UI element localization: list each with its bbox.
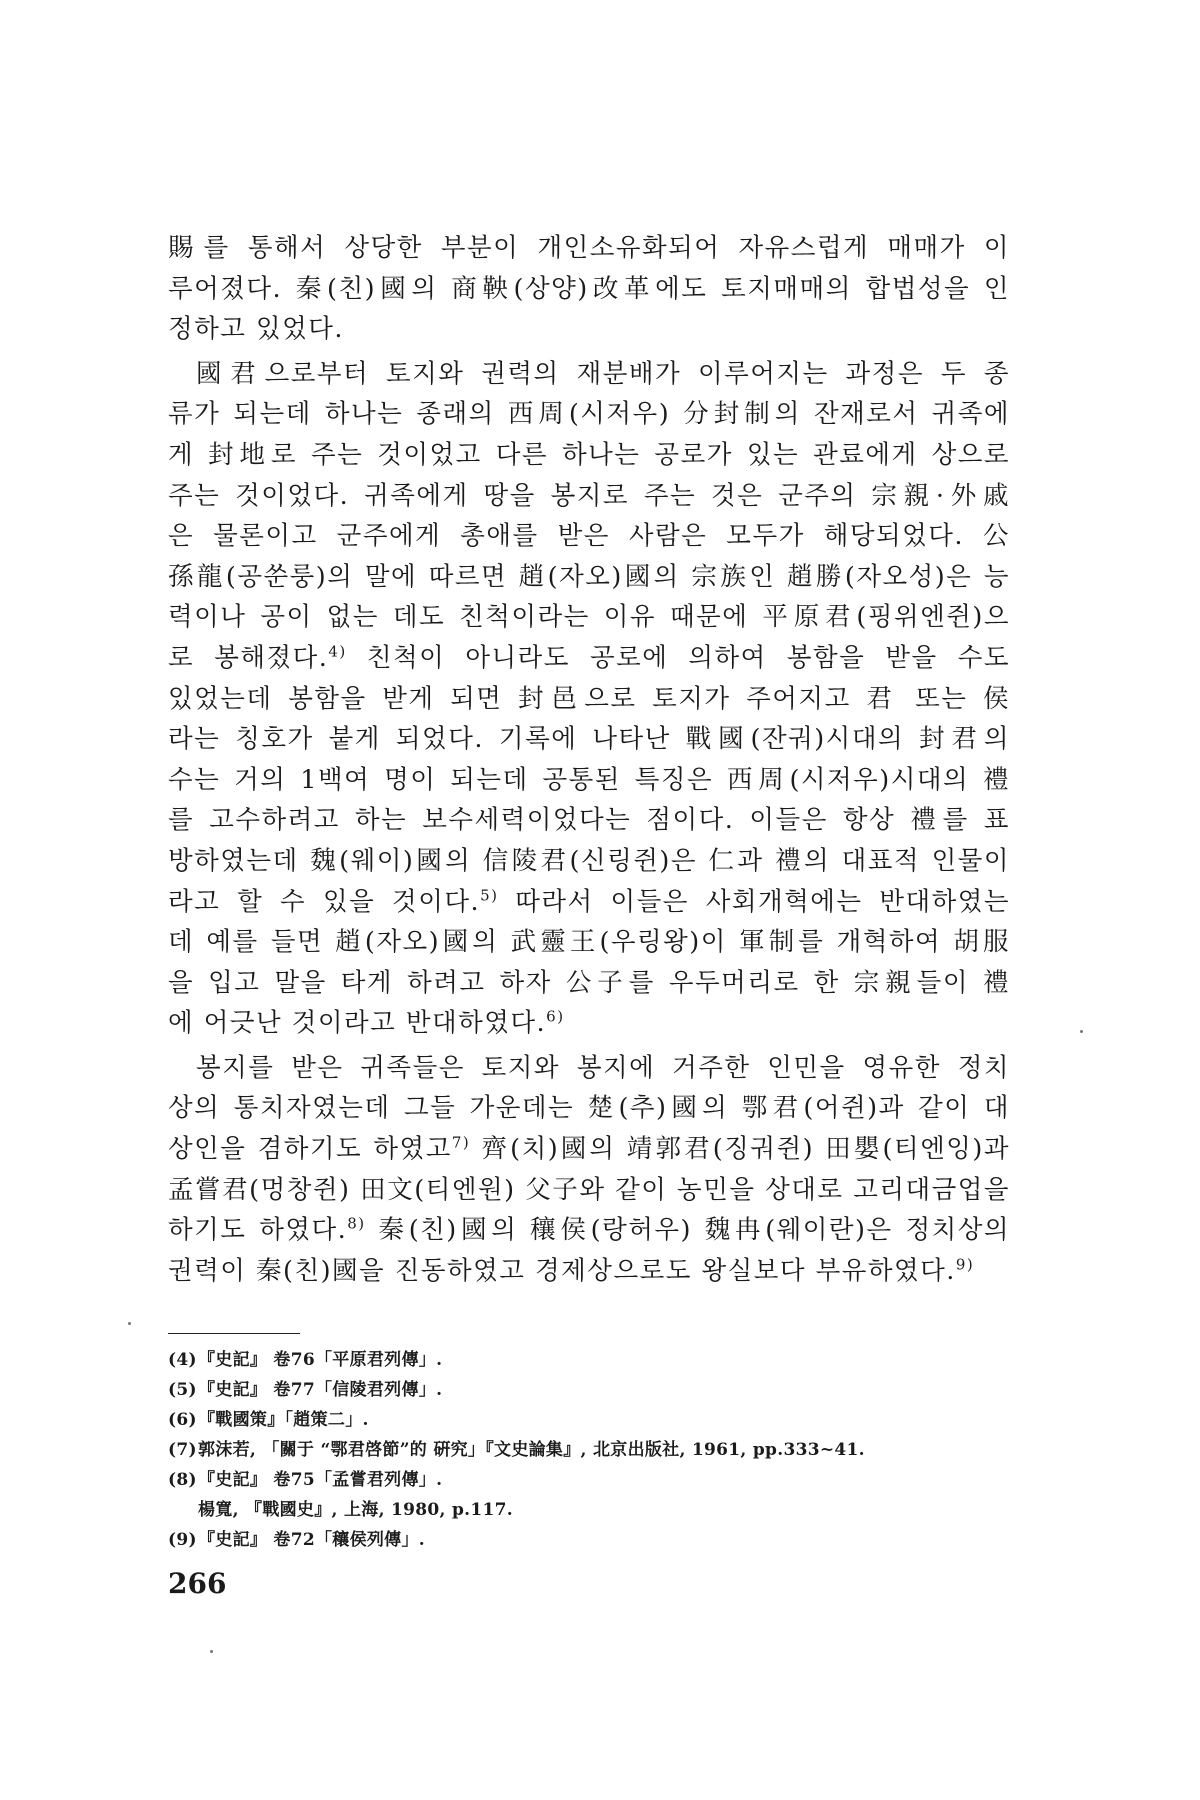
line-text: 수는 거의 1백여 명이 되는데 공통된 특징은 西周(시저우)시대의 禮 (168, 764, 1010, 795)
footnotes (168, 1345, 1028, 1555)
footnote (168, 1375, 1028, 1405)
footnote (168, 1495, 1028, 1525)
text-line (168, 476, 1010, 517)
footnote-ref[interactable]: 6) (546, 1007, 565, 1026)
footnote-text: 『史記』 卷72「穰侯列傳」. (198, 1530, 425, 1550)
text-line (168, 638, 1010, 679)
footnote-number: (6) (168, 1410, 197, 1430)
line-text: 賜를 통해서 상당한 부분이 개인소유화되어 자유스럽게 매매가 이 (168, 233, 1010, 263)
paragraph (168, 1048, 1010, 1292)
footnote-number: (9) (168, 1530, 197, 1550)
text-line (168, 1003, 1010, 1044)
footnote-number: (4) (168, 1350, 197, 1370)
line-text: 로 봉해졌다. (168, 642, 329, 673)
line-text: 주는 것이었다. 귀족에게 땅을 봉지로 주는 것은 군주의 宗親·外戚 (168, 480, 1010, 511)
footnote-ref[interactable]: 4) (328, 642, 347, 661)
paragraph (168, 228, 1010, 350)
text-line (168, 1129, 1010, 1170)
line-text: 國君으로부터 토지와 권력의 재분배가 이루어지는 과정은 두 종 (196, 358, 1010, 389)
footnote-text: 『史記』 卷77「信陵君列傳」. (198, 1380, 443, 1400)
line-text: 상인을 겸하기도 하였고 (168, 1134, 452, 1165)
line-text-tail: 따라서 이들은 사회개혁에는 반대하였는 (498, 886, 1010, 917)
footnote-text: 『史記』 卷76「平原君列傳」. (198, 1350, 443, 1370)
footnote-ref[interactable]: 8) (347, 1214, 366, 1233)
text-line (168, 882, 1010, 923)
text-line (168, 963, 1010, 1004)
line-text: 봉지를 받은 귀족들은 토지와 봉지에 거주한 인민을 영유한 정치 (196, 1052, 1010, 1083)
text-line (168, 800, 1010, 841)
line-text: 孫龍(공쑨룽)의 말에 따르면 趙(자오)國의 宗族인 趙勝(자오성)은 능 (168, 561, 1010, 592)
line-text: 게 封地로 주는 것이었고 다른 하나는 공로가 있는 관료에게 상으로 (168, 439, 1010, 470)
footnote-number: (5) (168, 1380, 197, 1400)
text-line (168, 435, 1010, 476)
footnote (168, 1345, 1028, 1375)
footnote-number: (7) (168, 1440, 197, 1460)
footnote-text: 楊寬, 『戰國史』, 上海, 1980, p.117. (198, 1500, 513, 1520)
text-line (168, 922, 1010, 963)
paragraph (168, 354, 1010, 1044)
text-line (168, 1048, 1010, 1089)
line-text: 하기도 하였다. (168, 1215, 348, 1246)
text-line (168, 1088, 1010, 1129)
body-text (168, 228, 1010, 1291)
line-text-tail: 친척이 아니라도 공로에 의하여 봉함을 받을 수도 (346, 642, 1010, 673)
footnote (168, 1465, 1028, 1495)
footnote (168, 1405, 1028, 1435)
text-line (168, 1251, 1010, 1292)
line-text-tail: 秦(친)國의 穰侯(랑허우) 魏冉(웨이란)은 정치상의 (365, 1215, 1010, 1246)
line-text: 루어졌다. 秦(친)國의 商鞅(상양)改革에도 토지매매의 합법성을 인 (168, 273, 1010, 304)
text-line (168, 354, 1010, 395)
line-text: 를 고수하려고 하는 보수세력이었다는 점이다. 이들은 항상 禮를 표 (168, 805, 1010, 836)
text-line (168, 1170, 1010, 1211)
line-text: 에 어긋난 것이라고 반대하였다. (168, 1008, 547, 1039)
footnote-separator (168, 1333, 300, 1334)
footnote-number: (8) (168, 1470, 197, 1490)
text-line (168, 394, 1010, 435)
text-line (168, 760, 1010, 801)
text-line (168, 1210, 1010, 1251)
footnote-ref[interactable]: 5) (480, 886, 499, 904)
line-text: 라는 칭호가 붙게 되었다. 기록에 나타난 戰國(잔궈)시대의 封君의 (168, 724, 1010, 755)
line-text: 있었는데 봉함을 받게 되면 封邑으로 토지가 주어지고 君 또는 侯 (168, 683, 1010, 714)
text-line (168, 269, 1010, 310)
line-text: 은 물론이고 군주에게 총애를 받은 사람은 모두가 해당되었다. 公 (168, 521, 1010, 552)
scan-speck (1080, 1030, 1083, 1033)
text-line (168, 597, 1010, 638)
line-text: 권력이 秦(친)國을 진동하였고 경제상으로도 왕실보다 부유하였다. (168, 1255, 956, 1286)
line-text: 라고 할 수 있을 것이다. (168, 886, 481, 917)
page-number: 266 (168, 1567, 227, 1600)
line-text: 정하고 있었다. (168, 314, 345, 345)
line-text: 데 예를 들면 趙(자오)國의 武靈王(우링왕)이 軍制를 개혁하여 胡服 (168, 927, 1010, 958)
line-text: 력이나 공이 없는 데도 친척이라는 이유 때문에 平原君(핑위엔쥔)으 (168, 602, 1010, 633)
footnote (168, 1435, 1028, 1465)
scan-speck (128, 1322, 131, 1325)
line-text-tail: 齊(치)國의 靖郭君(징궈쥔) 田嬰(티엔잉)과 (470, 1134, 1010, 1165)
footnote-text: 『史記』 卷75「孟嘗君列傳」. (198, 1470, 443, 1490)
line-text: 을 입고 말을 타게 하려고 하자 公子를 우두머리로 한 宗親들이 禮 (168, 967, 1010, 998)
footnote-ref[interactable]: 9) (955, 1255, 975, 1274)
text-line (168, 516, 1010, 557)
footnote-text: 郭沫若, 「關于 “鄂君啓節”的 硏究」『文史論集』, 北京出版社, 1961, pp.333~41. (198, 1440, 865, 1460)
text-line (168, 228, 1010, 269)
scan-speck (210, 1650, 213, 1653)
line-text: 류가 되는데 하나는 종래의 西周(시저우) 分封制의 잔재로서 귀족에 (168, 399, 1010, 430)
text-line (168, 557, 1010, 598)
footnote-ref[interactable]: 7) (451, 1133, 471, 1152)
footnote (168, 1525, 1028, 1555)
line-text: 상의 통치자였는데 그들 가운데는 楚(추)國의 鄂君(어쥔)과 같이 대 (168, 1093, 1010, 1124)
text-line (168, 309, 1010, 350)
text-line (168, 841, 1010, 882)
footnote-text: 『戰國策』「趙策二」. (198, 1410, 369, 1430)
text-line (168, 719, 1010, 760)
line-text: 孟嘗君(멍창쥔) 田文(티엔원) 父子와 같이 농민을 상대로 고리대금업을 (168, 1174, 1010, 1205)
text-line (168, 679, 1010, 720)
line-text: 방하였는데 魏(웨이)國의 信陵君(신링쥔)은 仁과 禮의 대표적 인물이 (168, 845, 1010, 876)
